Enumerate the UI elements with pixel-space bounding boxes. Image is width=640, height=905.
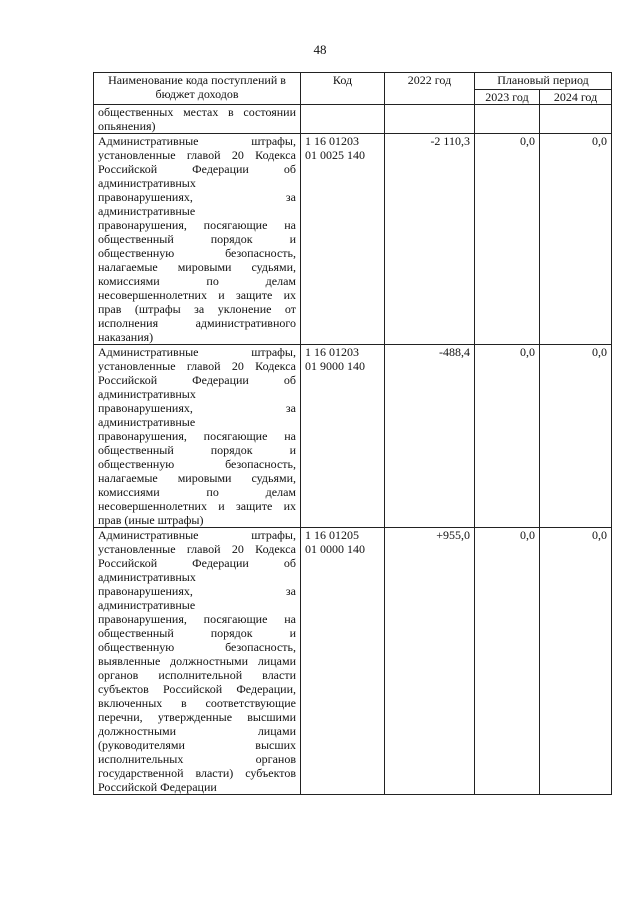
revenue-name-line: правонарушениях, за (98, 190, 296, 204)
revenue-name-line: исполнительных органов (98, 752, 296, 766)
revenue-name-line: прав (иные штрафы) (98, 513, 204, 527)
revenue-name-line: общественную безопасность, (98, 640, 296, 654)
revenue-name-line: налагаемые мировыми судьями, (98, 260, 296, 274)
revenue-code-line: 1 16 01203 (305, 345, 359, 359)
revenue-code-line: 01 9000 140 (305, 359, 365, 373)
revenue-name-line: Административные штрафы, (98, 345, 296, 359)
revenue-name-line: общественный порядок и (98, 626, 296, 640)
revenue-name-line: установленные главой 20 Кодекса (98, 542, 296, 556)
revenue-name-line: Российской Федерации об (98, 373, 296, 387)
revenue-name-line: опьянения) (98, 119, 156, 133)
revenue-name-line: субъектов Российской Федерации, (98, 682, 296, 696)
revenue-name-line: (руководителями высших (98, 738, 296, 752)
page-number: 48 (313, 42, 327, 57)
revenue-name-line: административные (98, 204, 196, 218)
revenue-name-line: административных (98, 570, 196, 584)
revenue-code-line: 01 0025 140 (305, 148, 365, 162)
header-row-1 (94, 73, 612, 90)
revenue-name-line: административных (98, 176, 196, 190)
revenue-name-line: должностными лицами (98, 724, 296, 738)
value-2023-cell (475, 105, 540, 134)
header-plan-period-cell: Плановый период (475, 73, 612, 90)
revenue-name-line: Российской Федерации (98, 780, 217, 794)
revenue-name-line: Административные штрафы, (98, 134, 296, 148)
table-row (94, 345, 612, 528)
header-2023-cell: 2023 год (475, 90, 540, 105)
revenue-name-line: перечни, утвержденные высшими (98, 710, 296, 724)
revenue-name-line: комиссиями по делам (98, 274, 296, 288)
value-2023-cell: 0,0 (475, 134, 540, 345)
value-2024-cell (540, 105, 612, 134)
value-2024-cell: 0,0 (540, 134, 612, 345)
revenue-code-line: 1 16 01205 (305, 528, 359, 542)
header-name-cell (94, 73, 301, 105)
table-row (94, 105, 612, 134)
revenue-name-line: административные (98, 415, 196, 429)
value-2024-cell: 0,0 (540, 345, 612, 528)
revenue-name-line: Административные штрафы, (98, 528, 296, 542)
revenue-name-line: исполнения административного (98, 316, 296, 330)
revenue-name-line: правонарушения, посягающие на (98, 429, 296, 443)
revenue-name-line: включенных в соответствующие (98, 696, 296, 710)
revenue-name-line: прав (штрафы за уклонение от (98, 302, 296, 316)
revenue-name-line: общественную безопасность, (98, 457, 296, 471)
table-row (94, 528, 612, 795)
revenue-name-line: налагаемые мировыми судьями, (98, 471, 296, 485)
value-2022-cell: -488,4 (385, 345, 475, 528)
revenue-name-line: несовершеннолетних и защите их (98, 288, 296, 302)
revenue-name-line: правонарушениях, за (98, 401, 296, 415)
header-2024-cell: 2024 год (540, 90, 612, 105)
revenue-name-cell (94, 134, 301, 345)
value-2024-cell: 0,0 (540, 528, 612, 795)
revenue-name-cell (94, 345, 301, 528)
revenue-name-line: общественных местах в состоянии (98, 105, 296, 119)
revenue-name-line: правонарушения, посягающие на (98, 218, 296, 232)
revenue-name-cell (94, 105, 301, 134)
value-2022-cell: +955,0 (385, 528, 475, 795)
revenue-code-line: 01 0000 140 (305, 542, 365, 556)
revenue-name-line: общественный порядок и (98, 232, 296, 246)
revenue-code-cell (301, 345, 385, 528)
revenue-name-line: Российской Федерации об (98, 162, 296, 176)
revenue-name-line: административные (98, 598, 196, 612)
revenue-name-line: Российской Федерации об (98, 556, 296, 570)
header-name-line: Наименование кода поступлений в (108, 73, 286, 87)
revenue-name-line: общественную безопасность, (98, 246, 296, 260)
revenue-code-cell (301, 105, 385, 134)
revenue-name-line: органов исполнительной власти (98, 668, 296, 682)
revenue-code-line: 1 16 01203 (305, 134, 359, 148)
revenue-name-line: выявленные должностными лицами (98, 654, 296, 668)
table-body (94, 105, 612, 795)
revenue-name-line: общественный порядок и (98, 443, 296, 457)
value-2022-cell: -2 110,3 (385, 134, 475, 345)
table-row (94, 134, 612, 345)
revenue-name-line: административных (98, 387, 196, 401)
header-name-line: бюджет доходов (155, 87, 239, 101)
revenue-name-line: несовершеннолетних и защите их (98, 499, 296, 513)
revenue-name-line: установленные главой 20 Кодекса (98, 148, 296, 162)
revenue-name-line: правонарушения, посягающие на (98, 612, 296, 626)
revenue-name-line: правонарушениях, за (98, 584, 296, 598)
revenue-name-line: комиссиями по делам (98, 485, 296, 499)
value-2022-cell (385, 105, 475, 134)
revenue-name-line: государственной власти) субъектов (98, 766, 296, 780)
revenue-code-cell (301, 528, 385, 795)
revenue-code-cell (301, 134, 385, 345)
value-2023-cell: 0,0 (475, 345, 540, 528)
header-code-cell: Код (301, 73, 385, 105)
revenue-table (93, 72, 612, 795)
revenue-name-line: наказания) (98, 330, 154, 344)
value-2023-cell: 0,0 (475, 528, 540, 795)
header-2022-cell: 2022 год (385, 73, 475, 105)
revenue-name-line: установленные главой 20 Кодекса (98, 359, 296, 373)
revenue-name-cell (94, 528, 301, 795)
